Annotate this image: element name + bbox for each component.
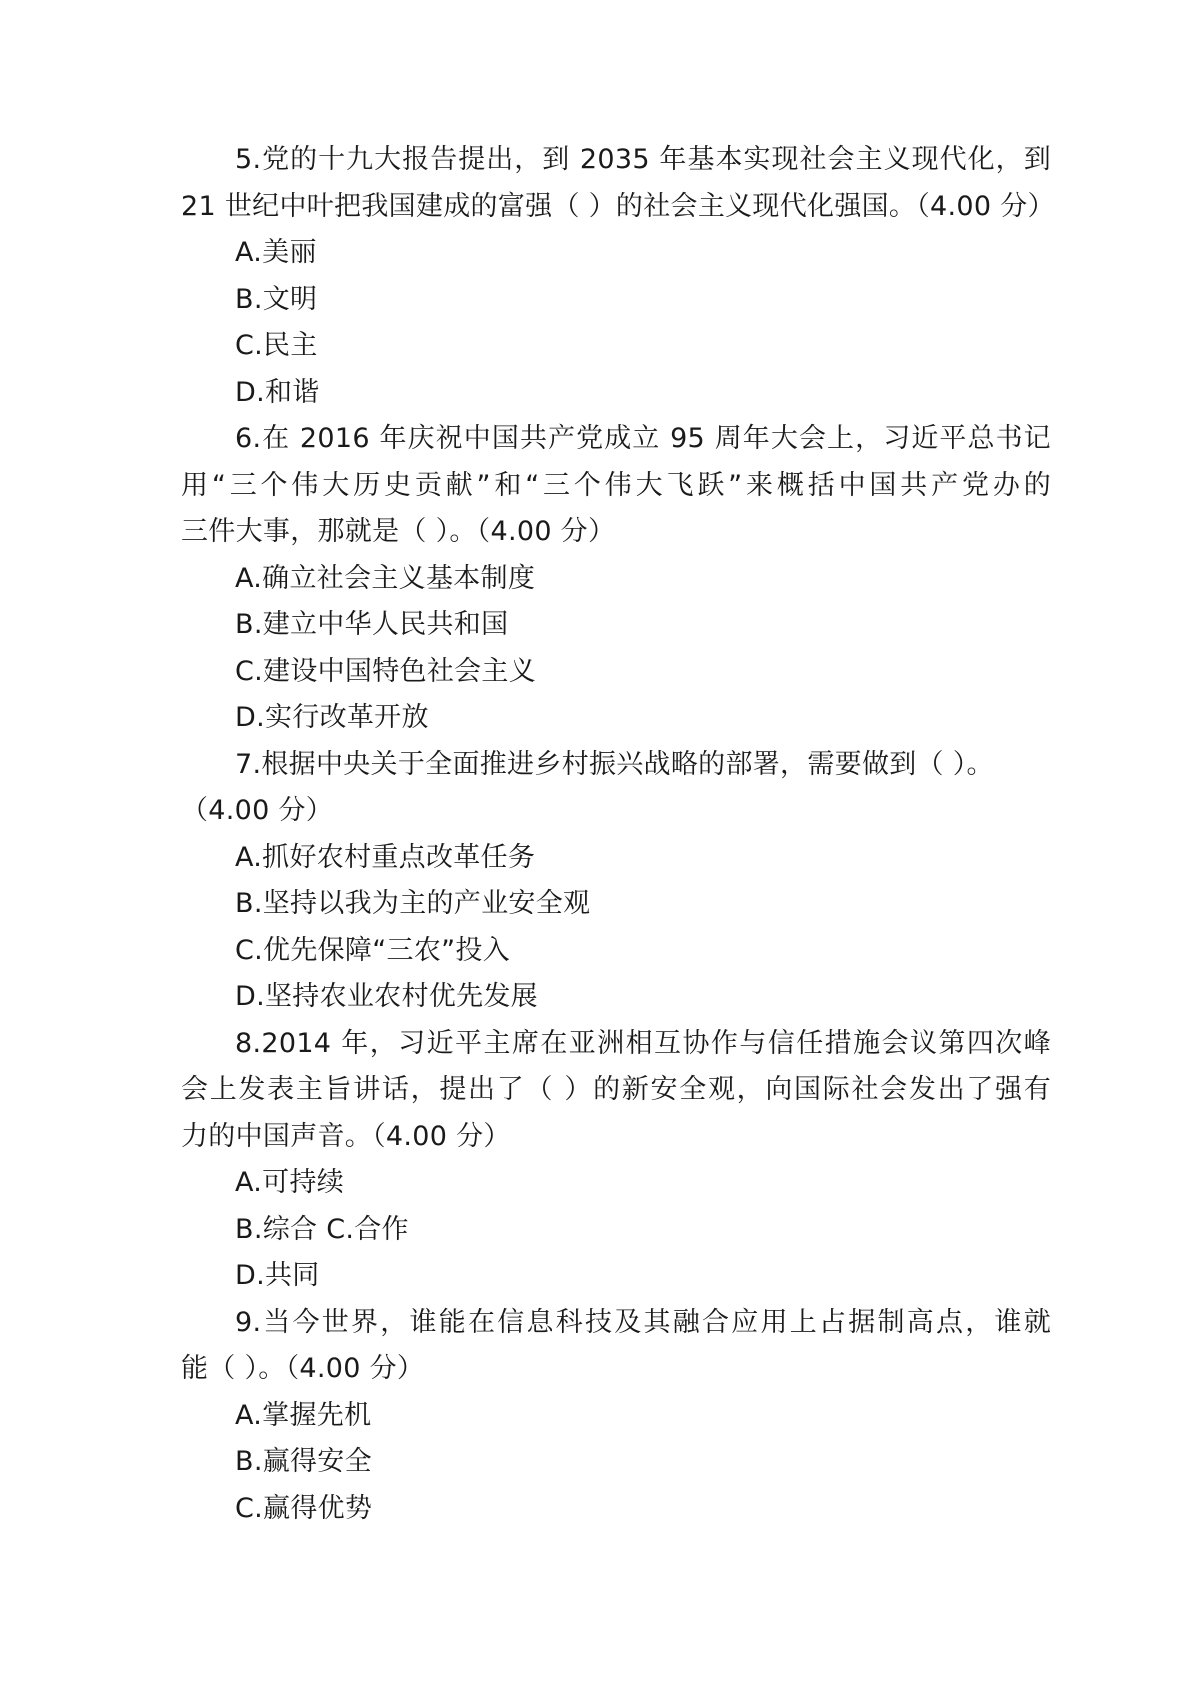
option-b: B.赢得安全 [235, 1446, 372, 1477]
question-6 [181, 416, 1051, 742]
option-c: C.优先保障“三农”投入 [235, 934, 511, 966]
option-d: D.坚持农业农村优先发展 [235, 981, 538, 1012]
question-text-line: 5.党的十九大报告提出，到 2035 年基本实现社会主义现代化，到 [235, 144, 1051, 175]
option-d: D.和谐 [235, 376, 320, 408]
question-8 [181, 1021, 1051, 1300]
option-d: D.共同 [235, 1260, 320, 1291]
question-text-line: 9.当今世界，谁能在信息科技及其融合应用上占据制高点，谁就 [235, 1306, 1051, 1338]
option-b: B.文明 [235, 283, 318, 315]
question-text-line: 能（ ）。（4.00 分） [181, 1353, 425, 1384]
option-a: A.掌握先机 [235, 1399, 372, 1431]
option-b: B.坚持以我为主的产业安全观 [235, 888, 591, 919]
question-text-line: 7.根据中央关于全面推进乡村振兴战略的部署，需要做到（ ）。 [235, 748, 994, 780]
option-c: C.建设中国特色社会主义 [235, 655, 537, 687]
option-a: A.确立社会主义基本制度 [235, 562, 536, 594]
option-c: C.赢得优势 [235, 1492, 373, 1524]
option-a: A.美丽 [235, 237, 317, 268]
question-text-line: 力的中国声音。（4.00 分） [181, 1120, 511, 1152]
question-text-line: 6.在 2016 年庆祝中国共产党成立 95 周年大会上，习近平总书记 [235, 423, 1051, 454]
option-b: B.建立中华人民共和国 [235, 609, 509, 640]
question-5 [181, 137, 1055, 416]
option-d: D.实行改革开放 [235, 702, 429, 733]
question-7 [181, 742, 1051, 1021]
question-text-line: （4.00 分） [181, 795, 334, 826]
question-9 [181, 1300, 1051, 1533]
option-a: A.抓好农村重点改革任务 [235, 841, 536, 873]
question-text-line: 21 世纪中叶把我国建成的富强（ ）的社会主义现代化强国。（4.00 分） [181, 190, 1055, 222]
question-text-line: 会上发表主旨讲话，提出了（ ）的新安全观，向国际社会发出了强有 [181, 1074, 1051, 1105]
option-c: C.民主 [235, 330, 318, 361]
question-text-line: 三件大事，那就是（ ）。（4.00 分） [181, 516, 616, 547]
document-page [181, 137, 1055, 1532]
question-text-line: 用“三个伟大历史贡献”和“三个伟大飞跃”来概括中国共产党办的 [181, 469, 1051, 501]
option-b-c: B.综合 C.合作 [235, 1213, 409, 1245]
question-text-line: 8.2014 年，习近平主席在亚洲相互协作与信任措施会议第四次峰 [235, 1027, 1051, 1059]
option-a: A.可持续 [235, 1167, 345, 1198]
